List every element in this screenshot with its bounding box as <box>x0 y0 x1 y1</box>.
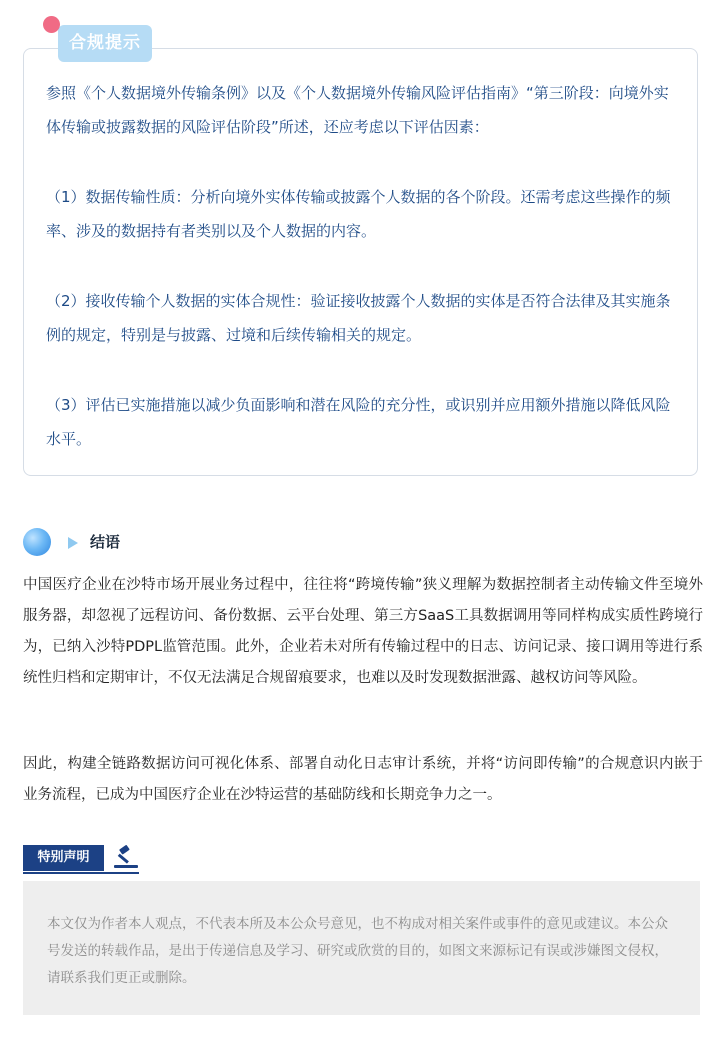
statement-box <box>23 881 700 1015</box>
pink-dot-icon <box>43 16 60 33</box>
statement-tag: 特别声明 <box>23 845 104 871</box>
compliance-item-2: （2）接收传输个人数据的实体合规性：验证接收披露个人数据的实体是否符合法律及其实施条例的规定，特别是与披露、过境和后续传输相关的规定。 <box>46 292 671 344</box>
gavel-icon <box>108 845 140 871</box>
conclusion-paragraph-1: 中国医疗企业在沙特市场开展业务过程中，往往将“跨境传输”狭义理解为数据控制者主动传输文件至境外服务器，却忽视了远程访问、备份数据、云平台处理、第三方SaaS工具数据调用等同样构成实质性跨境行为，已纳入沙特PDPL监管范围。此外，企业若未对所有传输过程中的日志、访问记录、接口调用等进行系统性归档和定期审计，不仅无法满足合规留痕要求，也难以及时发现数据泄露、越权访问等风险。 <box>23 577 703 686</box>
compliance-item-3: （3）评估已实施措施以减少负面影响和潜在风险的充分性，或识别并应用额外措施以降低风险水平。 <box>46 396 671 448</box>
conclusion-title: 结语 <box>90 533 121 551</box>
blue-circle-icon <box>23 528 51 556</box>
compliance-intro: 参照《个人数据境外传输条例》以及《个人数据境外传输风险评估指南》“第三阶段：向境外实体传输或披露数据的风险评估阶段”所述，还应考虑以下评估因素： <box>46 84 669 136</box>
play-icon <box>68 537 78 549</box>
compliance-item-1: （1）数据传输性质：分析向境外实体传输或披露个人数据的各个阶段。还需考虑这些操作的频率、涉及的数据持有者类别以及个人数据的内容。 <box>46 188 671 240</box>
statement-text: 本文仅为作者本人观点，不代表本所及本公众号意见，也不构成对相关案件或事件的意见或建议。本公众号发送的转载作品，是出于传递信息及学习、研究或欣赏的目的，如图文来源标记有误或涉嫌图文侵权，请联系我们更正或删除。 <box>47 916 668 986</box>
statement-underline <box>23 872 139 874</box>
compliance-tag: 合规提示 <box>58 25 152 62</box>
conclusion-paragraph-2: 因此，构建全链路数据访问可视化体系、部署自动化日志审计系统，并将“访问即传输”的合规意识内嵌于业务流程，已成为中国医疗企业在沙特运营的基础防线和长期竞争力之一。 <box>23 756 703 803</box>
